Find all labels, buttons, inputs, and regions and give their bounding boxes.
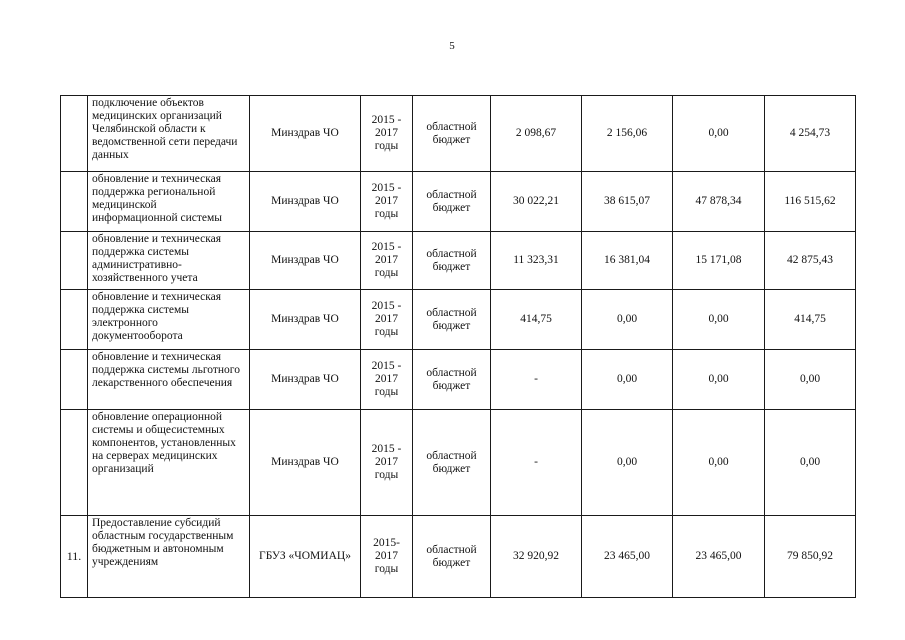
row-executor: Минздрав ЧО bbox=[250, 172, 361, 232]
row-value-2016: 38 615,07 bbox=[582, 172, 673, 232]
row-total: 79 850,92 bbox=[765, 516, 856, 598]
row-index bbox=[61, 290, 88, 350]
row-executor: ГБУЗ «ЧОМИАЦ» bbox=[250, 516, 361, 598]
page-number: 5 bbox=[449, 40, 455, 52]
row-value-2017: 0,00 bbox=[673, 350, 765, 410]
row-period: 2015 - 2017 годы bbox=[361, 96, 413, 172]
table-row bbox=[61, 172, 856, 232]
row-index bbox=[61, 350, 88, 410]
row-period: 2015- 2017 годы bbox=[361, 516, 413, 598]
row-value-2016: 0,00 bbox=[582, 290, 673, 350]
row-description: обновление и техническая поддержка системы льготного лекарственного обеспечения bbox=[88, 350, 250, 410]
row-period: 2015 - 2017 годы bbox=[361, 290, 413, 350]
row-value-2017: 0,00 bbox=[673, 96, 765, 172]
row-value-2015: 414,75 bbox=[491, 290, 582, 350]
row-total: 116 515,62 bbox=[765, 172, 856, 232]
row-total: 0,00 bbox=[765, 410, 856, 516]
row-value-2015: - bbox=[491, 350, 582, 410]
row-total: 42 875,43 bbox=[765, 232, 856, 290]
row-description: обновление и техническая поддержка системы электронного документооборота bbox=[88, 290, 250, 350]
row-value-2017: 47 878,34 bbox=[673, 172, 765, 232]
row-funding-source: областной бюджет bbox=[413, 232, 491, 290]
row-value-2016: 0,00 bbox=[582, 410, 673, 516]
table-row bbox=[61, 350, 856, 410]
row-total: 414,75 bbox=[765, 290, 856, 350]
row-executor: Минздрав ЧО bbox=[250, 96, 361, 172]
row-description: подключение объектов медицинских организаций Челябинской области к ведомственной сети передачи данных bbox=[88, 96, 250, 172]
row-value-2017: 0,00 bbox=[673, 410, 765, 516]
row-value-2015: - bbox=[491, 410, 582, 516]
budget-table bbox=[60, 95, 856, 598]
row-period: 2015 - 2017 годы bbox=[361, 232, 413, 290]
table-row bbox=[61, 516, 856, 598]
row-value-2016: 2 156,06 bbox=[582, 96, 673, 172]
row-index bbox=[61, 410, 88, 516]
row-value-2016: 16 381,04 bbox=[582, 232, 673, 290]
row-description: Предоставление субсидий областным государственным бюджетным и автономным учреждениям bbox=[88, 516, 250, 598]
row-funding-source: областной бюджет bbox=[413, 96, 491, 172]
row-value-2016: 23 465,00 bbox=[582, 516, 673, 598]
row-description: обновление и техническая поддержка региональной медицинской информационной системы bbox=[88, 172, 250, 232]
row-description: обновление и техническая поддержка системы административно-хозяйственного учета bbox=[88, 232, 250, 290]
row-executor: Минздрав ЧО bbox=[250, 290, 361, 350]
row-executor: Минздрав ЧО bbox=[250, 410, 361, 516]
row-total: 0,00 bbox=[765, 350, 856, 410]
row-executor: Минздрав ЧО bbox=[250, 232, 361, 290]
row-executor: Минздрав ЧО bbox=[250, 350, 361, 410]
row-funding-source: областной бюджет bbox=[413, 516, 491, 598]
table-row bbox=[61, 96, 856, 172]
row-value-2015: 32 920,92 bbox=[491, 516, 582, 598]
row-funding-source: областной бюджет bbox=[413, 172, 491, 232]
row-index bbox=[61, 232, 88, 290]
row-value-2015: 11 323,31 bbox=[491, 232, 582, 290]
row-value-2017: 0,00 bbox=[673, 290, 765, 350]
row-funding-source: областной бюджет bbox=[413, 410, 491, 516]
row-index bbox=[61, 96, 88, 172]
table-row bbox=[61, 290, 856, 350]
row-funding-source: областной бюджет bbox=[413, 350, 491, 410]
row-value-2015: 30 022,21 bbox=[491, 172, 582, 232]
row-period: 2015 - 2017 годы bbox=[361, 410, 413, 516]
row-period: 2015 - 2017 годы bbox=[361, 350, 413, 410]
row-funding-source: областной бюджет bbox=[413, 290, 491, 350]
table-row bbox=[61, 232, 856, 290]
row-value-2016: 0,00 bbox=[582, 350, 673, 410]
row-value-2017: 23 465,00 bbox=[673, 516, 765, 598]
row-value-2015: 2 098,67 bbox=[491, 96, 582, 172]
row-description: обновление операционной системы и общесистемных компонентов, установленных на серверах медицинских организаций bbox=[88, 410, 250, 516]
row-index: 11. bbox=[61, 516, 88, 598]
row-period: 2015 - 2017 годы bbox=[361, 172, 413, 232]
table-row bbox=[61, 410, 856, 516]
row-total: 4 254,73 bbox=[765, 96, 856, 172]
row-index bbox=[61, 172, 88, 232]
row-value-2017: 15 171,08 bbox=[673, 232, 765, 290]
